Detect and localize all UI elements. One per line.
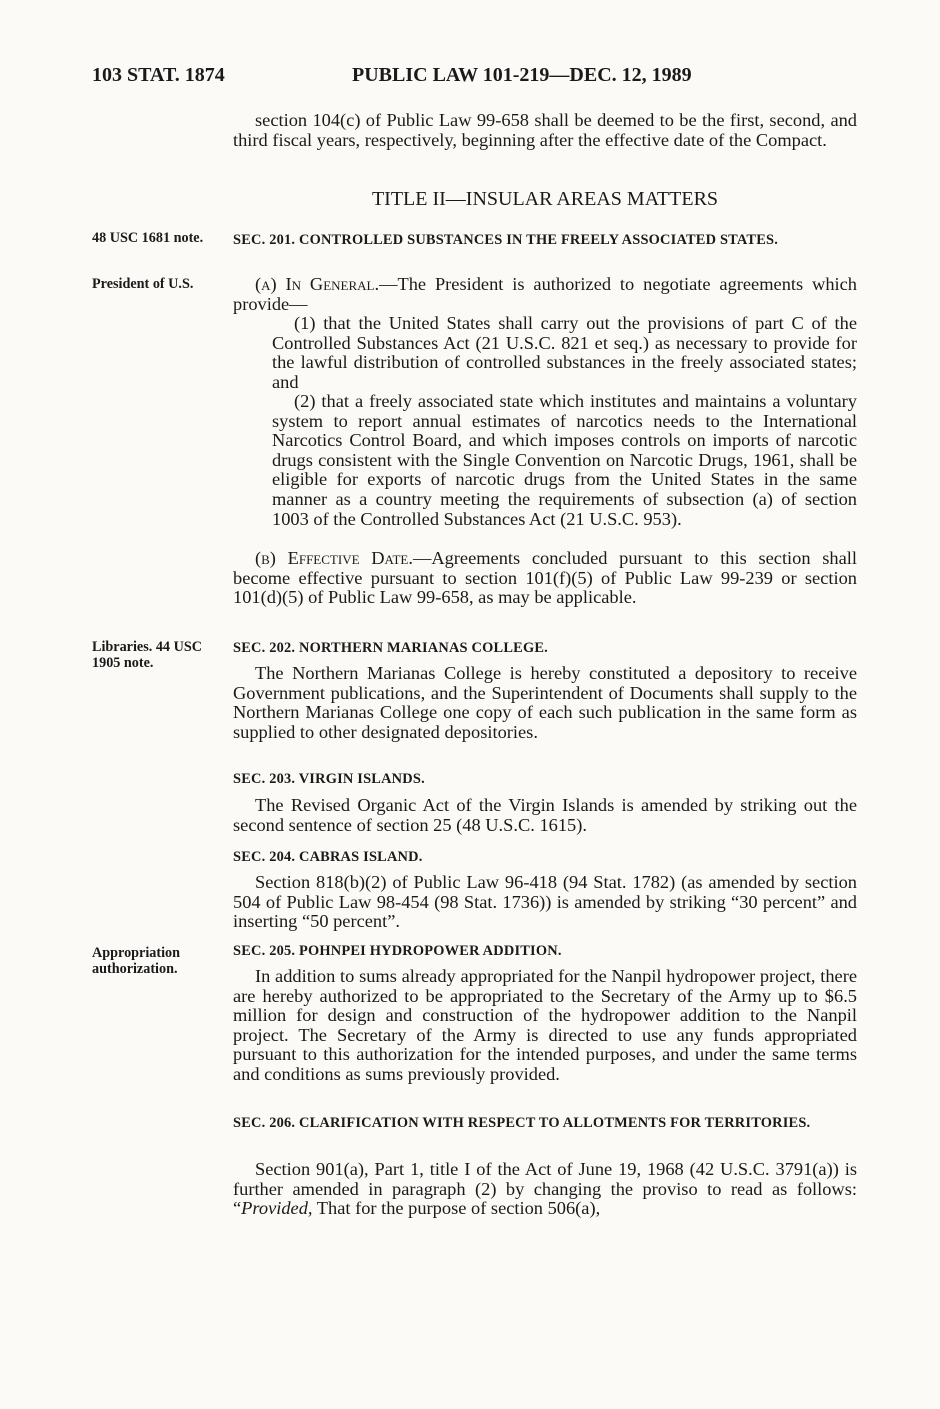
sec-201-a-label: (a) In General. [255,274,380,294]
sec-201-a [233,275,857,314]
sec-206-text-b: That for the purpose of section 506(a), [312,1198,601,1219]
sec-203-heading: SEC. 203. VIRGIN ISLANDS. [233,771,425,787]
sec-201-b [233,549,857,608]
sec-201-item-2: (2) that a freely associated state which institutes and maintains a voluntary system to report annual estimates of narcotics needs to the International Narcotics Control Board, and which imposes controls on imports of narcotic drugs consistent with the Single Convention on Narcotic Drugs, 1961, shall be eligible for exports of narcotic drugs from the United States in the same manner as a country meeting the requirements of subsection (a) of section 1003 of the Controlled Substances Act (21 U.S.C. 953). [272,391,857,529]
title-heading: TITLE II—INSULAR AREAS MATTERS [371,188,719,210]
sec-202-heading: SEC. 202. NORTHERN MARIANAS COLLEGE. [233,640,548,656]
margin-note-appropriation: Appropriation authorization. [92,945,181,977]
running-header: PUBLIC LAW 101-219—DEC. 12, 1989 [352,64,692,86]
sec-201-item-1: (1) that the United States shall carry out the provisions of part C of the Controlled Substances Act (21 U.S.C. 821 et seq.) as necessary to provide for the lawful distribution of controlled substances in the freely associated states; and [272,313,857,392]
margin-note-president: President of U.S. [92,276,194,292]
sec-202-text: The Northern Marianas College is hereby constituted a depository to receive Government publications, and the Superintendent of Documents shall supply to the Northern Marianas College one copy of each such publication in the same form as supplied to other designated depositories. [233,663,857,742]
sec-205-heading: SEC. 205. POHNPEI HYDROPOWER ADDITION. [233,943,562,959]
margin-note-libraries: Libraries. 44 USC 1905 note. [92,639,202,671]
sec-206-text-italic: Provided, [241,1198,313,1219]
sec-201-b-text: —Agreements concluded pursuant to this section shall become effective pursuant to section 101(f)(5) of Public Law 99-239 or section 101(d)(5) of Public Law 99-658, as may be applicable. [233,548,857,608]
sec-201-a-text: —The President is authorized to negotiate agreements which provide— [233,274,857,314]
sec-204-heading: SEC. 204. CABRAS ISLAND. [233,849,423,865]
sec-201-b-label: (b) Effective Date. [255,548,413,568]
sec-201-heading: SEC. 201. CONTROLLED SUBSTANCES IN THE FREELY ASSOCIATED STATES. [233,232,779,248]
sec-206-text [233,1160,857,1219]
stat-citation: 103 STAT. 1874 [92,64,225,86]
intro-paragraph: section 104(c) of Public Law 99-658 shall be deemed to be the first, second, and third fiscal years, respectively, beginning after the effective date of the Compact. [233,110,857,150]
sec-205-text: In addition to sums already appropriated for the Nanpil hydropower project, there are hereby authorized to be appropriated to the Secretary of the Army up to $6.5 million for design and construction of the hydropower addition to the Nanpil project. The Secretary of the Army is directed to use any funds appropriated pursuant to this authorization for the intended purposes, and under the same terms and conditions as sums previously provided. [233,966,857,1084]
sec-203-text: The Revised Organic Act of the Virgin Islands is amended by striking out the second sentence of section 25 (48 U.S.C. 1615). [233,795,857,835]
sec-206-heading: SEC. 206. CLARIFICATION WITH RESPECT TO ALLOTMENTS FOR TERRITORIES. [233,1115,811,1131]
sec-204-text: Section 818(b)(2) of Public Law 96-418 (94 Stat. 1782) (as amended by section 504 of Public Law 98-454 (98 Stat. 1736)) is amended by striking “30 percent” and inserting “50 percent”. [233,872,857,932]
sec-206-text-a: Section 901(a), Part 1, title I of the Act of June 19, 1968 (42 U.S.C. 3791(a)) is further amended in paragraph (2) by changing the proviso to read as follows: “ [233,1159,857,1219]
margin-note-48-usc: 48 USC 1681 note. [92,230,204,246]
